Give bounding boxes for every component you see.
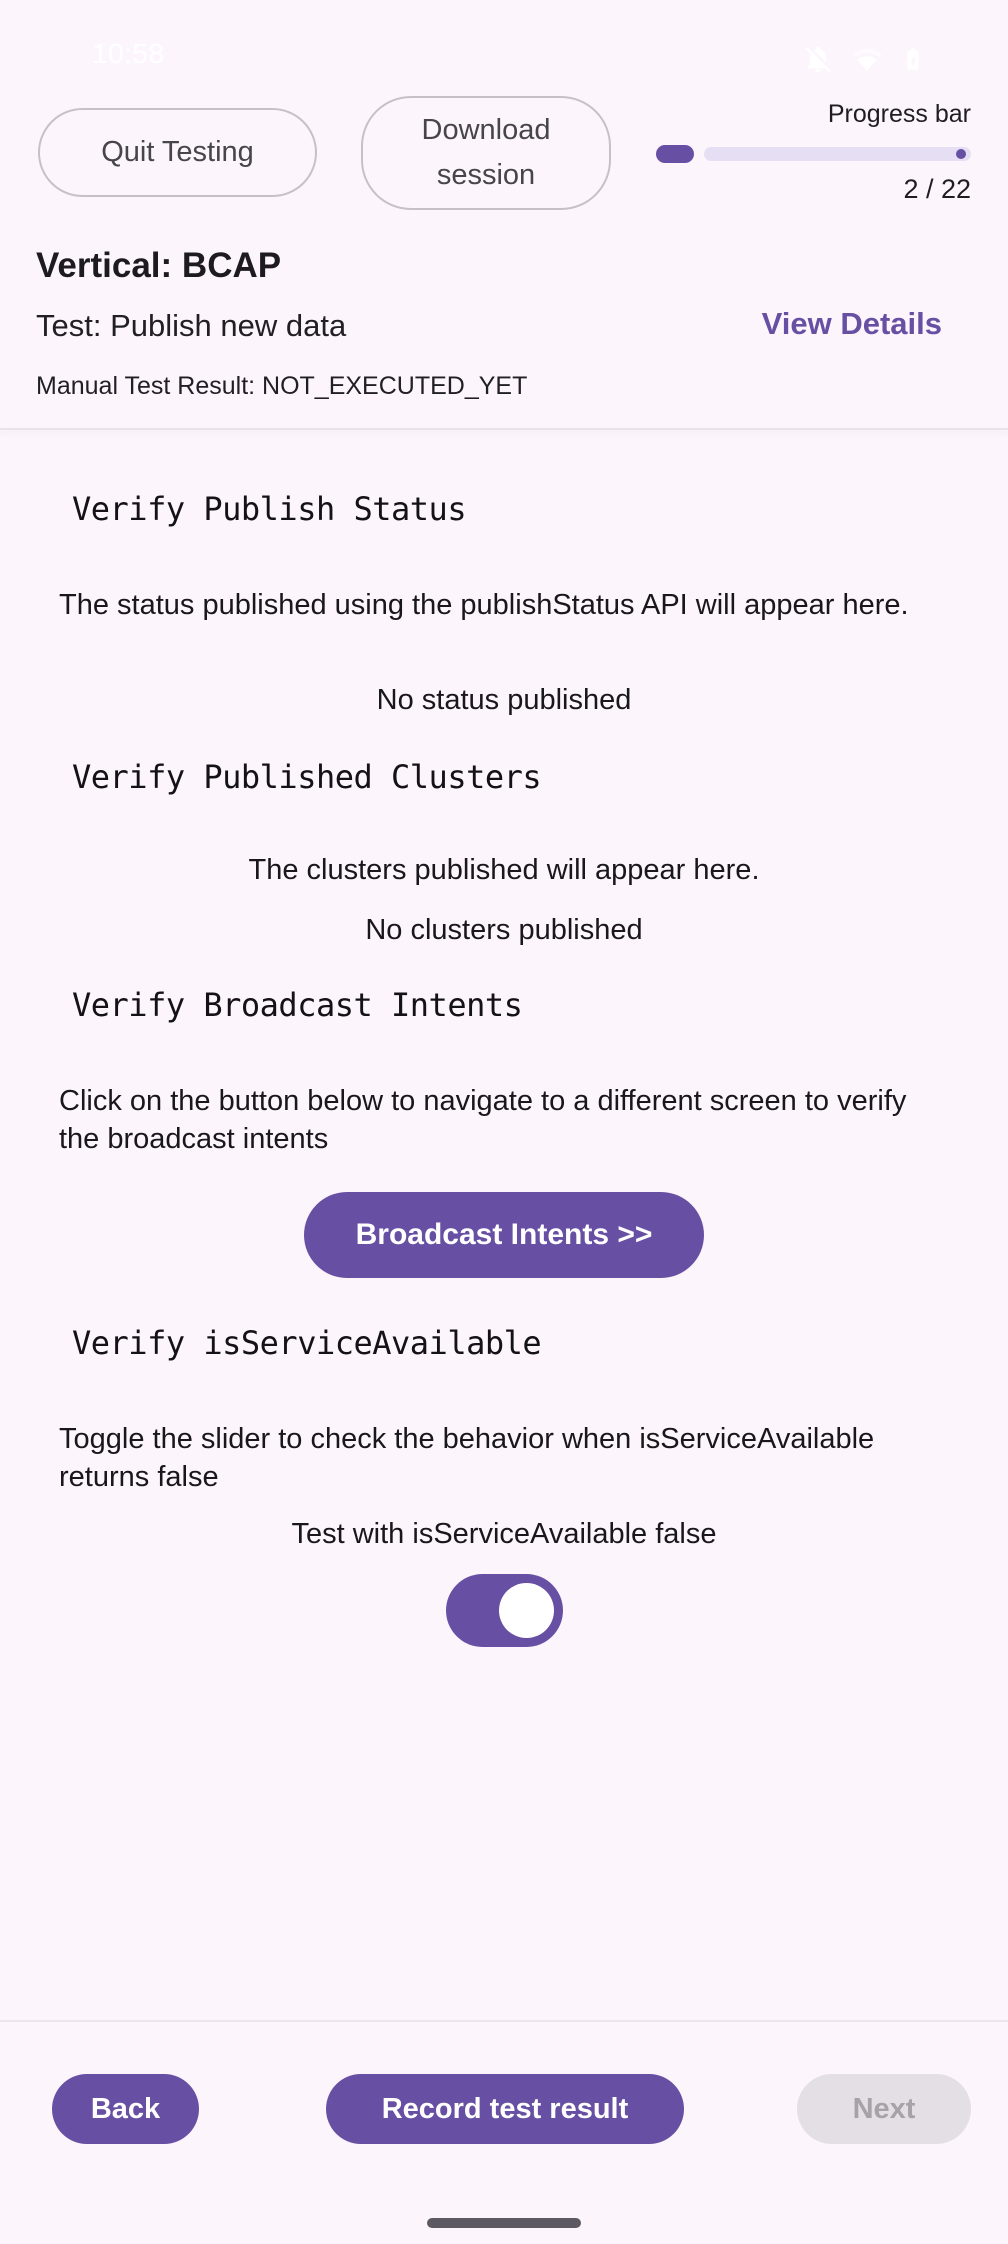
section-title-is-service-available: Verify isServiceAvailable: [72, 1324, 542, 1362]
record-test-result-button[interactable]: [326, 2074, 684, 2144]
section-title-published-clusters: Verify Published Clusters: [72, 758, 542, 796]
sound-off-icon: [802, 43, 834, 75]
progress-bar-track: [704, 147, 971, 161]
view-details-link[interactable]: View Details: [761, 306, 942, 341]
download-session-label: Download session: [421, 114, 551, 191]
quit-testing-label: Quit Testing: [101, 136, 254, 168]
quit-testing-button[interactable]: [38, 108, 317, 197]
back-button-label: Back: [90, 2092, 161, 2125]
record-test-result-label: Record test result: [381, 2092, 629, 2125]
header-divider: [0, 428, 1008, 430]
download-session-button[interactable]: [361, 96, 611, 210]
status-icons: [802, 42, 926, 76]
publish-status-value: No status published: [376, 684, 632, 716]
is-service-available-description: Toggle the slider to check the behavior when isServiceAvailable returns false: [59, 1423, 875, 1494]
bottom-bar-divider: [0, 2020, 1008, 2022]
published-clusters-value: No clusters published: [365, 914, 643, 946]
manual-test-result: Manual Test Result: NOT_EXECUTED_YET: [36, 372, 528, 400]
gesture-navigation-handle[interactable]: [427, 2218, 581, 2228]
progress-bar-stop-dot: [956, 149, 966, 159]
vertical-title: Vertical: BCAP: [36, 246, 282, 285]
progress-bar: [656, 145, 971, 163]
section-title-broadcast-intents: Verify Broadcast Intents: [72, 986, 523, 1024]
progress-bar-fill: [656, 145, 694, 163]
progress-bar-label: Progress bar: [827, 100, 971, 128]
progress-count: 2 / 22: [903, 174, 971, 204]
is-service-available-toggle[interactable]: [446, 1574, 563, 1647]
publish-status-description: The status published using the publishStatus API will appear here.: [59, 589, 909, 621]
broadcast-intents-button[interactable]: [304, 1192, 704, 1278]
test-title: Test: Publish new data: [36, 308, 347, 343]
published-clusters-description: The clusters published will appear here.: [248, 854, 760, 886]
toggle-thumb: [499, 1583, 554, 1638]
broadcast-intents-button-label: Broadcast Intents >>: [355, 1218, 653, 1251]
section-title-publish-status: Verify Publish Status: [72, 490, 467, 528]
next-button-label: Next: [852, 2092, 916, 2125]
wifi-icon: [850, 43, 884, 75]
next-button[interactable]: [797, 2074, 971, 2144]
is-service-available-toggle-label: Test with isServiceAvailable false: [291, 1518, 717, 1550]
battery-charging-icon: [900, 42, 926, 76]
back-button[interactable]: [52, 2074, 199, 2144]
broadcast-intents-description: Click on the button below to navigate to a different screen to verify the broadcast intents: [59, 1085, 907, 1156]
status-time: 10:58: [92, 38, 165, 69]
